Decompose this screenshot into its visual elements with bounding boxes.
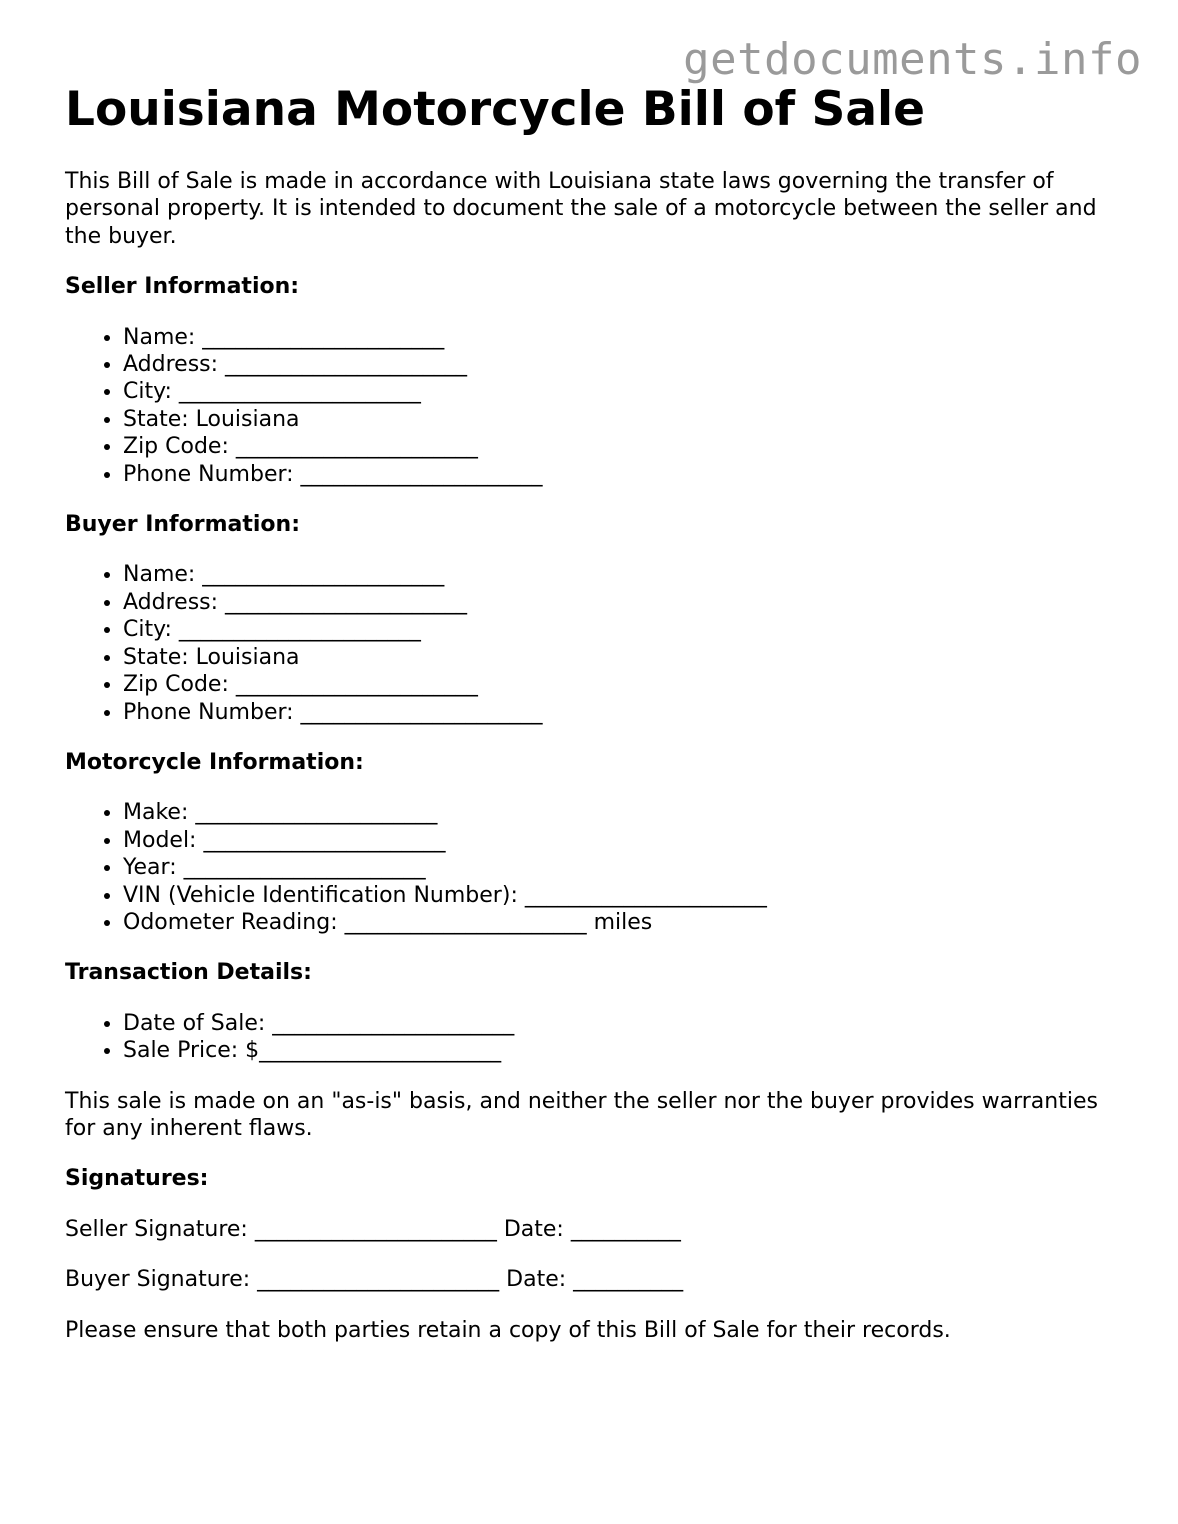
document-title: Louisiana Motorcycle Bill of Sale [65,82,926,137]
motorcycle-heading: Motorcycle Information: [65,749,364,775]
buyer-address-field: • Address: ______________________ [123,589,1115,616]
closing-paragraph: Please ensure that both parties retain a copy of this Bill of Sale for their records. [65,1317,951,1343]
buyer-name-field: • Name: ______________________ [123,561,1115,588]
as-is-paragraph: This sale is made on an "as-is" basis, and neither the seller nor the buyer provides warranties for any inherent flaws. [65,1088,1098,1141]
buyer-list [65,561,1115,725]
buyer-zip-field: • Zip Code: ______________________ [123,671,1115,698]
seller-city-field: • City: ______________________ [123,378,1115,405]
seller-list [65,324,1115,488]
sale-date-field: • Date of Sale: ______________________ [123,1010,1115,1037]
motorcycle-model-field: • Model: ______________________ [123,827,1115,854]
document-body [65,168,1115,1367]
seller-state-field: • State: Louisiana [123,406,1115,433]
seller-name-field: • Name: ______________________ [123,324,1115,351]
buyer-phone-field: • Phone Number: ______________________ [123,699,1115,726]
seller-address-field: • Address: ______________________ [123,351,1115,378]
buyer-state-field: • State: Louisiana [123,644,1115,671]
buyer-heading: Buyer Information: [65,512,300,538]
transaction-heading: Transaction Details: [65,960,312,986]
buyer-city-field: • City: ______________________ [123,616,1115,643]
signatures-heading: Signatures: [65,1166,209,1192]
sale-price-field: • Sale Price: $______________________ [123,1037,1115,1064]
seller-signature-line: Seller Signature: ______________________ Date: __________ [65,1216,681,1242]
seller-zip-field: • Zip Code: ______________________ [123,433,1115,460]
motorcycle-make-field: • Make: ______________________ [123,799,1115,826]
buyer-signature-line: Buyer Signature: ______________________ Date: __________ [65,1267,684,1293]
motorcycle-list [65,799,1115,936]
intro-paragraph: This Bill of Sale is made in accordance with Louisiana state laws governing the transfer of personal property. It is intended to document the sale of a motorcycle between the seller and the buyer. [65,169,1097,249]
watermark: getdocuments.info [683,34,1142,85]
motorcycle-vin-field: • VIN (Vehicle Identification Number): ______________________ [123,882,1115,909]
motorcycle-year-field: • Year: ______________________ [123,854,1115,881]
seller-heading: Seller Information: [65,274,300,300]
seller-phone-field: • Phone Number: ______________________ [123,461,1115,488]
transaction-list [65,1010,1115,1065]
motorcycle-odometer-field: • Odometer Reading: ______________________ miles [123,909,1115,936]
